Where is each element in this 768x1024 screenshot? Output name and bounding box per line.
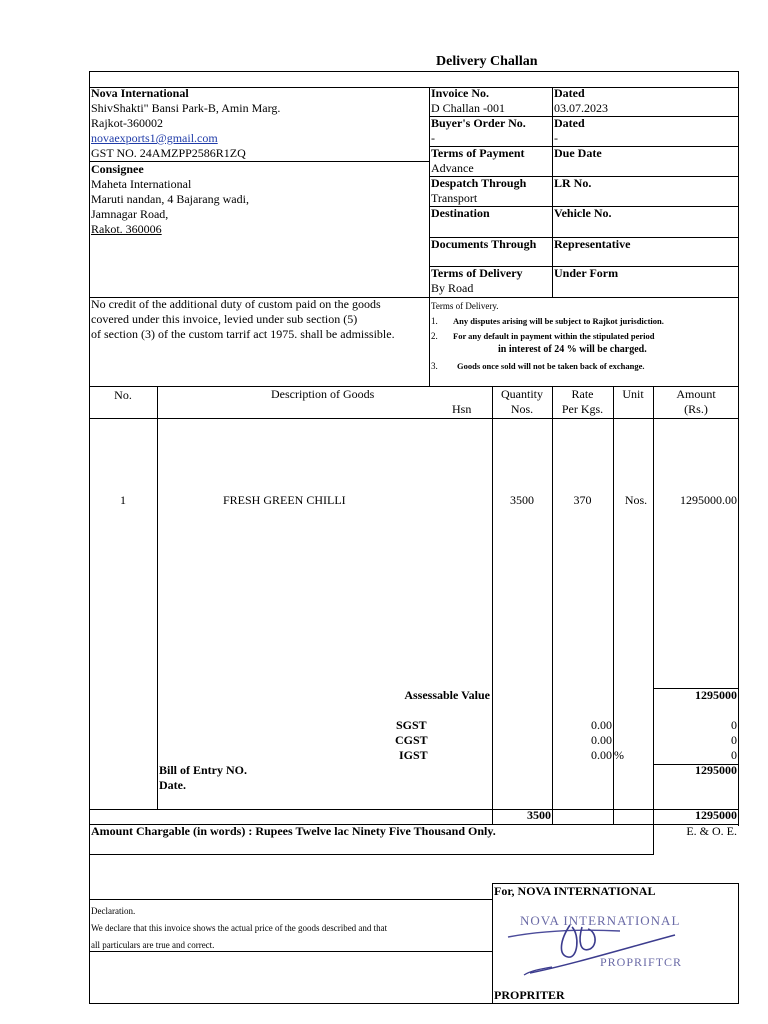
lr-no-label: LR No. (554, 176, 592, 190)
due-date-label: Due Date (554, 146, 602, 160)
page-title: Delivery Challan (436, 54, 538, 69)
for-company-label: For, NOVA INTERNATIONAL (494, 884, 656, 898)
bill-of-entry-label: Bill of Entry NO. (159, 763, 248, 777)
consignee-name: Maheta International (91, 177, 192, 191)
term-2-text-continued: in interest of 24 % will be charged. (498, 344, 647, 355)
row-quantity: 3500 (510, 493, 534, 507)
order-dated-value: - (554, 131, 558, 145)
despatch-label: Despatch Through (431, 176, 527, 190)
sgst-rate: 0.00 (591, 718, 612, 732)
signature-icon (500, 905, 730, 985)
custom-note-line3: of section (3) of the custom tarrif act 1975. shall be admissible. (91, 327, 395, 341)
invoice-no-label: Invoice No. (431, 86, 489, 100)
col-header-amount: Amount (676, 387, 716, 401)
row-description: FRESH GREEN CHILLI (223, 493, 346, 507)
amount-in-words: Amount Chargable (in words) : Rupees Twelve lac Ninety Five Thousand Only. (91, 824, 496, 838)
custom-note-line1: No credit of the additional duty of custom paid on the goods (91, 297, 381, 311)
consignee-address-line1: Maruti nandan, 4 Bajarang wadi, (91, 192, 249, 206)
seller-address-line1: ShivShakti" Bansi Park-B, Amin Marg. (91, 101, 281, 115)
cgst-amount: 0 (731, 733, 737, 747)
term-3-number: 3. (431, 361, 438, 371)
stamp-title: PROPRIFTCR (600, 955, 683, 969)
despatch-value: Transport (431, 191, 478, 205)
term-3-text: Goods once sold will not be taken back of exchange. (457, 361, 645, 371)
col-header-quantity: Quantity (501, 387, 543, 401)
stamp-company-name: NOVA INTERNATIONAL (520, 913, 681, 928)
row-amount: 1295000.00 (680, 493, 737, 507)
col-header-description: Description of Goods (271, 387, 375, 401)
igst-rate: 0.00 (591, 748, 612, 762)
consignee-heading: Consignee (91, 162, 144, 176)
order-dated-label: Dated (554, 116, 585, 130)
term-2-text: For any default in payment within the stipulated period (453, 331, 655, 341)
col-header-unit: Unit (622, 387, 644, 401)
col-header-rate: Rate (571, 387, 594, 401)
bill-date-label: Date. (159, 778, 186, 792)
destination-label: Destination (431, 206, 490, 220)
custom-note-line2: covered under this invoice, levied under sub section (5) (91, 312, 358, 326)
col-header-rate-unit: Per Kgs. (561, 402, 604, 416)
invoice-no-value: D Challan -001 (431, 101, 505, 115)
cgst-label: CGST (395, 733, 428, 747)
terms-payment-label: Terms of Payment (431, 146, 525, 160)
igst-amount: 0 (731, 748, 737, 762)
sgst-amount: 0 (731, 718, 737, 732)
terms-heading: Terms of Delivery. (431, 301, 499, 311)
col-header-quantity-unit: Nos. (510, 402, 534, 416)
under-form-label: Under Form (554, 266, 619, 280)
company-stamp-signature (500, 905, 730, 985)
term-1-number: 1. (431, 316, 438, 326)
declaration-heading: Declaration. (91, 906, 136, 916)
dated-value: 03.07.2023 (554, 101, 608, 115)
col-header-no: No. (114, 388, 132, 402)
seller-email-link[interactable]: novaexports1@gmail.com (91, 131, 218, 145)
row-no: 1 (120, 493, 126, 507)
errors-omissions-excepted: E. & O. E. (686, 824, 737, 838)
assessable-value-label: Assessable Value (404, 688, 490, 702)
vehicle-no-label: Vehicle No. (554, 206, 612, 220)
row-unit: Nos. (624, 493, 648, 507)
igst-percent-sign: % (614, 748, 624, 762)
consignee-address-line2: Jamnagar Road, (91, 207, 169, 221)
seller-address-line2: Rajkot-360002 (91, 116, 163, 130)
terms-delivery-label: Terms of Delivery (431, 266, 523, 280)
col-header-amount-unit: (Rs.) (684, 402, 708, 416)
declaration-line1: We declare that this invoice shows the actual price of the goods described and that (91, 923, 388, 933)
igst-label: IGST (399, 748, 428, 762)
documents-through-label: Documents Through (431, 237, 537, 251)
total-quantity: 3500 (527, 808, 551, 822)
buyers-order-label: Buyer's Order No. (431, 116, 526, 130)
buyers-order-value: - (431, 131, 435, 145)
subtotal-amount: 1295000 (695, 763, 737, 777)
propriter-label: PROPRITER (494, 988, 565, 1002)
total-amount: 1295000 (695, 808, 737, 822)
declaration-line2: all particulars are true and correct. (91, 940, 215, 950)
representative-label: Representative (554, 237, 631, 251)
row-rate: 370 (573, 493, 592, 507)
term-1-text: Any disputes arising will be subject to Rajkot jurisdiction. (453, 316, 664, 326)
sgst-label: SGST (396, 718, 427, 732)
col-header-hsn: Hsn (452, 402, 472, 416)
assessable-value-amount: 1295000 (695, 688, 737, 702)
cgst-rate: 0.00 (591, 733, 612, 747)
dated-label: Dated (554, 86, 585, 100)
seller-gst: GST NO. 24AMZPP2586R1ZQ (91, 146, 246, 160)
consignee-address-line3: Rakot. 360006 (91, 222, 162, 236)
seller-name: Nova International (91, 86, 189, 100)
terms-payment-value: Advance (431, 161, 474, 175)
terms-delivery-value: By Road (431, 281, 474, 295)
term-2-number: 2. (431, 331, 438, 341)
